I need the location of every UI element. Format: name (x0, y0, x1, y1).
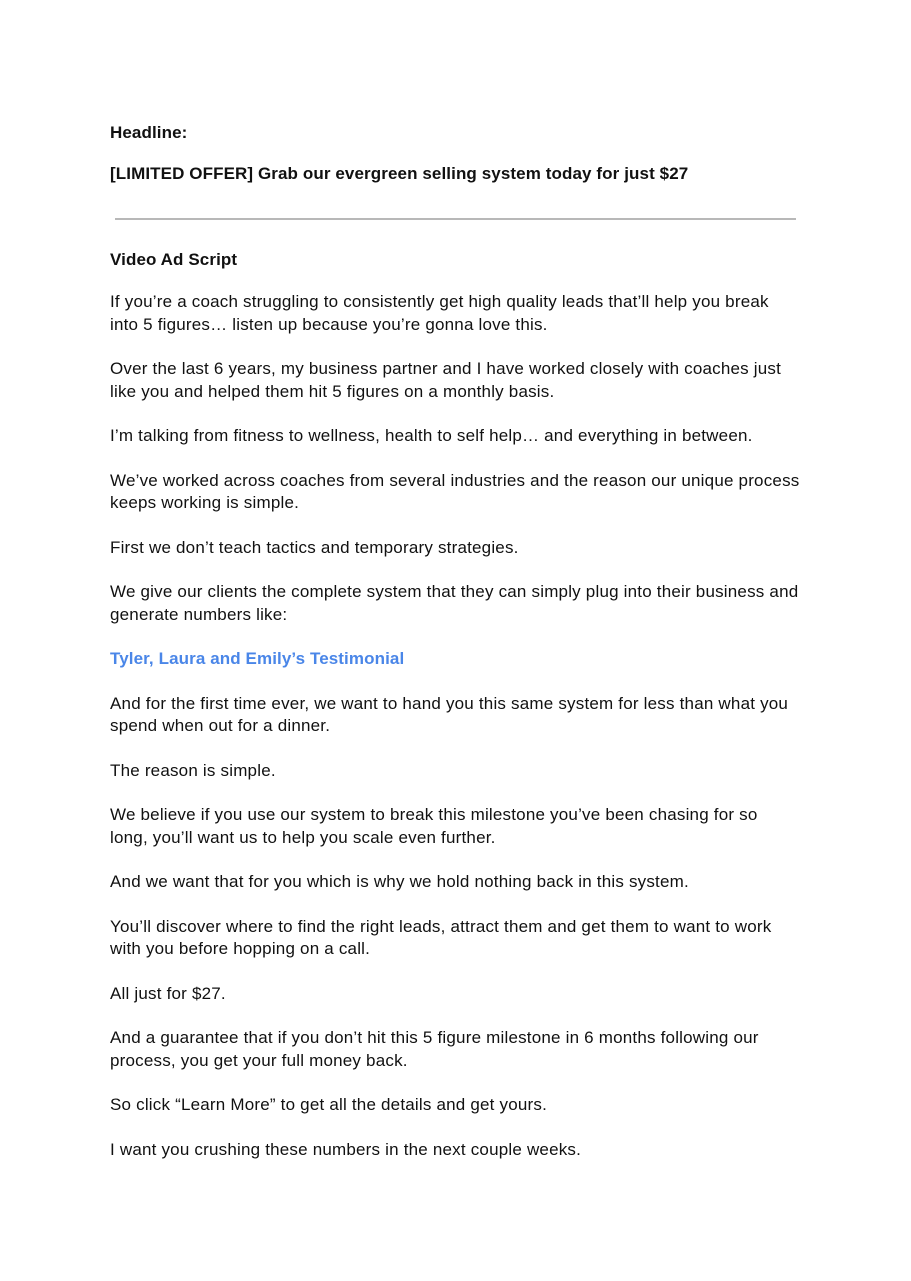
document-page (110, 122, 800, 1183)
script-paragraph: We believe if you use our system to break this milestone you’ve been chasing for so long, you’ll want us to help you scale even further. (110, 805, 758, 847)
script-paragraph: First we don’t teach tactics and temporary strategies. (110, 537, 519, 557)
script-paragraph: All just for $27. (110, 983, 226, 1003)
headline-label: Headline: (110, 123, 188, 142)
script-paragraph: We give our clients the complete system that they can simply plug into their business and generate numbers like: (110, 582, 799, 624)
script-paragraph: And we want that for you which is why we hold nothing back in this system. (110, 872, 689, 891)
headline-text: [LIMITED OFFER] Grab our evergreen selling system today for just $27 (110, 164, 689, 183)
script-paragraph: I want you crushing these numbers in the next couple weeks. (110, 1139, 582, 1159)
script-title: Video Ad Script (110, 250, 238, 269)
script-paragraph: We’ve worked across coaches from several industries and the reason our unique process keeps working is simple. (110, 470, 800, 512)
script-paragraph: So click “Learn More” to get all the details and get yours. (110, 1095, 548, 1114)
script-paragraph: Over the last 6 years, my business partner and I have worked closely with coaches just like you and helped them hit 5 figures on a monthly basis. (110, 359, 782, 401)
script-paragraph: The reason is simple. (110, 760, 276, 780)
script-paragraph: You’ll discover where to find the right leads, attract them and get them to want to work with you before hopping on a call. (110, 916, 772, 958)
script-paragraph: And for the first time ever, we want to hand you this same system for less than what you spend when out for a dinner. (110, 693, 789, 735)
section-divider (115, 218, 796, 220)
script-paragraph: I’m talking from fitness to wellness, health to self help… and everything in between. (110, 426, 753, 445)
script-paragraph: If you’re a coach struggling to consistently get high quality leads that’ll help you break into 5 figures… listen up because you’re gonna love this. (110, 292, 769, 334)
testimonial-placeholder: Tyler, Laura and Emily’s Testimonial (110, 649, 405, 668)
script-paragraph: And a guarantee that if you don’t hit this 5 figure milestone in 6 months following our process, you get your full money back. (110, 1028, 759, 1070)
